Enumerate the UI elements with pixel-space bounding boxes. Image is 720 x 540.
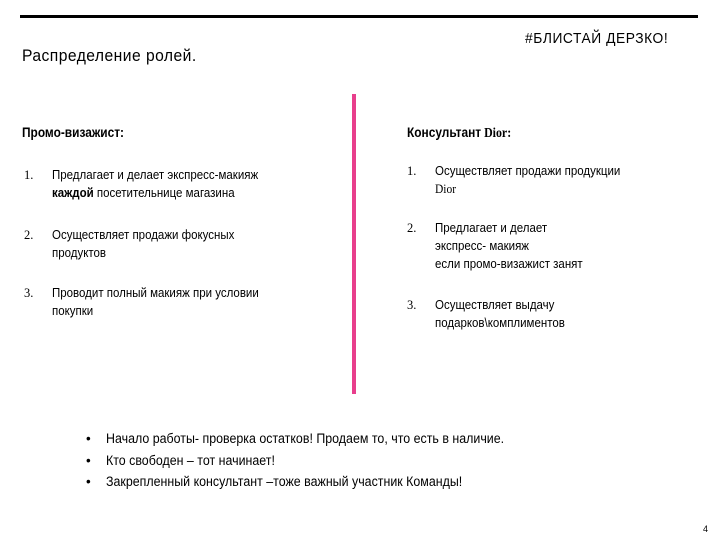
bullet-list (86, 428, 539, 493)
item-number: 3. (407, 298, 417, 312)
item-line: Dior (435, 182, 457, 196)
bullet-text: Закрепленный консультант –тоже важный участник Команды! (106, 474, 463, 489)
item-number: 1. (24, 168, 34, 182)
item-line: экспресс- макияж (435, 239, 530, 253)
item-line: покупки (52, 304, 94, 318)
item-line: Предлагает и делает (435, 221, 548, 235)
item-number: 3. (24, 286, 34, 300)
item-line: подарков\комплиментов (435, 316, 565, 330)
item-line: продуктов (52, 246, 107, 260)
hashtag-slogan: #БЛИСТАЙ ДЕРЗКО! (525, 30, 669, 47)
dior-consultant-heading (407, 124, 511, 142)
item-line: посетительнице магазина (93, 186, 235, 200)
column-divider (352, 94, 356, 394)
item-emphasis: каждой (52, 186, 94, 200)
top-rule (20, 15, 698, 18)
heading-brand: Dior: (481, 126, 512, 141)
item-line: Проводит полный макияж при условии (52, 286, 259, 300)
bullet-marker: • (86, 431, 91, 446)
promo-makeup-artist-heading: Промо-визажист: (22, 124, 124, 140)
item-line: Предлагает и делает экспресс-макияж (52, 168, 259, 182)
item-number: 2. (407, 221, 417, 235)
item-number: 2. (24, 228, 34, 242)
bullet-text: Начало работы- проверка остатков! Продаем то, что есть в наличие. (106, 431, 505, 446)
bullet-item (86, 450, 539, 472)
item-text (435, 162, 620, 198)
page-number: 4 (703, 524, 709, 534)
item-text (52, 166, 258, 202)
item-line: Осуществляет продажи фокусных (52, 228, 235, 242)
item-line: Осуществляет продажи продукции (435, 164, 621, 178)
item-line: Осуществляет выдачу (435, 298, 555, 312)
bullet-marker: • (86, 452, 91, 468)
item-line: если промо-визажист занят (435, 257, 583, 271)
heading-text: Консультант (407, 124, 482, 140)
item-text (435, 296, 565, 332)
bullet-text: Кто свободен – тот начинает! (106, 452, 275, 468)
item-text (52, 226, 234, 262)
bullet-marker: • (86, 474, 91, 489)
item-number: 1. (407, 164, 417, 178)
item-text (52, 284, 259, 320)
bullet-item (86, 471, 539, 493)
item-text (435, 219, 583, 273)
bullet-item (86, 428, 539, 450)
slide-title: Распределение ролей. (22, 46, 197, 65)
